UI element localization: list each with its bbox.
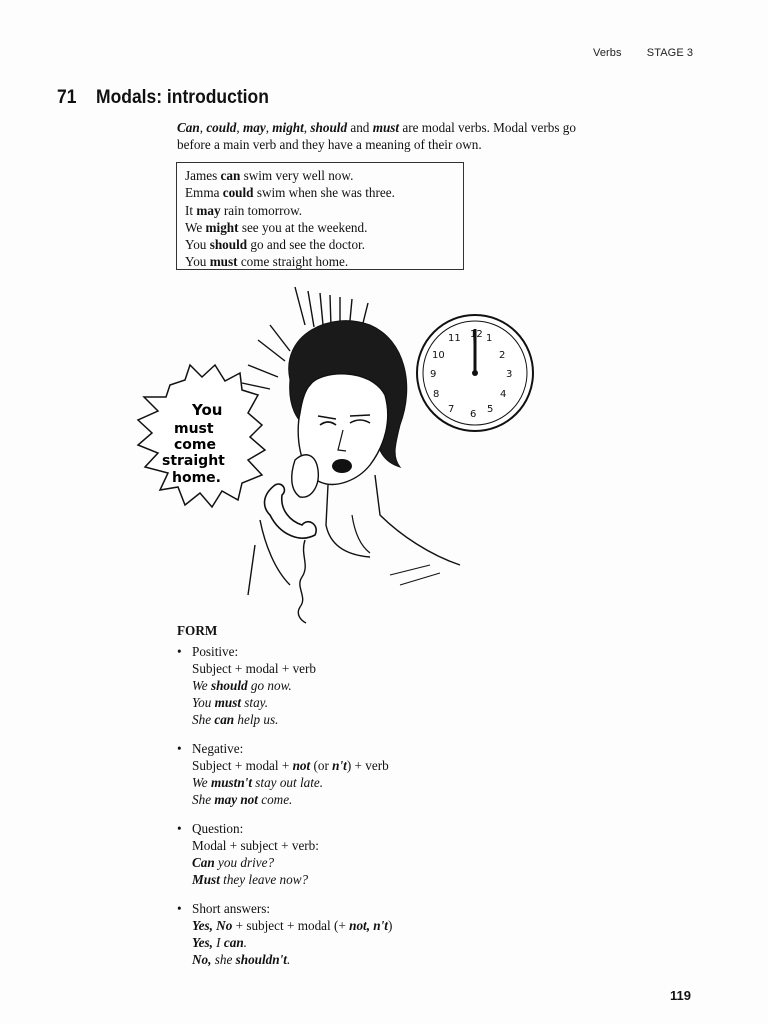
form-section [177,622,597,980]
clock-numeral: 12 [470,329,483,340]
intro-line-2: before a main verb and they have a meaning of their own. [177,137,482,152]
example-line: You should go and see the doctor. [185,237,366,253]
clock-numeral: 9 [430,369,437,380]
speech-word: must [174,421,214,437]
header-stage: STAGE 3 [646,47,694,59]
wall-clock [417,315,533,431]
modal-term: could [206,120,237,135]
example-line: James can swim very well now. [185,168,354,183]
speech-word: You [192,401,223,419]
clock-numeral: 11 [448,333,461,344]
form-heading: FORM [177,623,218,638]
speech-word: home. [172,470,221,486]
intro-paragraph [177,119,677,153]
unit-title-text: Modals: introduction [96,87,269,108]
clock-numeral: 8 [433,389,440,400]
illustration [130,285,540,625]
example-line: We might see you at the weekend. [185,219,368,235]
clock-numeral: 1 [486,333,493,344]
and-word: and [350,120,370,135]
clock-numeral: 2 [499,350,506,361]
speech-word: straight [162,453,225,469]
modal-term: should [310,120,348,135]
negative-block: • Negative: Subject + modal + not (or n't) + verb We mustn't stay out late. She may not come. [177,740,597,808]
clock-numeral: 7 [448,404,455,415]
clock-numeral: 10 [432,350,445,361]
intro-line-1-rest: are modal verbs. Modal verbs go [399,120,576,135]
example-line: Emma could swim when she was three. [185,185,395,201]
header-section: Verbs [593,47,622,59]
modal-term: Can [177,120,200,135]
intro-line-1: Can, could, may, might, should and must are modal verbs. Modal verbs go [177,120,576,135]
clock-numeral: 4 [500,389,507,400]
example-line: It may rain tomorrow. [185,202,303,218]
modal-term: may [242,120,266,135]
speech-word: come [174,437,216,453]
positive-block: • Positive: Subject + modal + verb We should go now. You must stay. She can help us. [177,643,597,728]
clock-numeral: 6 [470,409,477,420]
modal-term: must [372,120,400,135]
clock-numeral: 3 [506,369,513,380]
modal-term: might [272,120,304,135]
short-answers-block: • Short answers: Yes, No + subject + modal (+ not, n't) Yes, I can. No, she shouldn't. [177,900,597,968]
example-line: You must come straight home. [185,254,349,270]
question-block: • Question: Modal + subject + verb: Can you drive? Must they leave now? [177,820,597,888]
page-number: 119 [670,988,691,1003]
unit-title [57,87,269,109]
examples-box [176,162,464,270]
unit-number: 71 [57,87,77,108]
clock-numeral: 5 [487,404,494,415]
running-header [593,47,693,59]
